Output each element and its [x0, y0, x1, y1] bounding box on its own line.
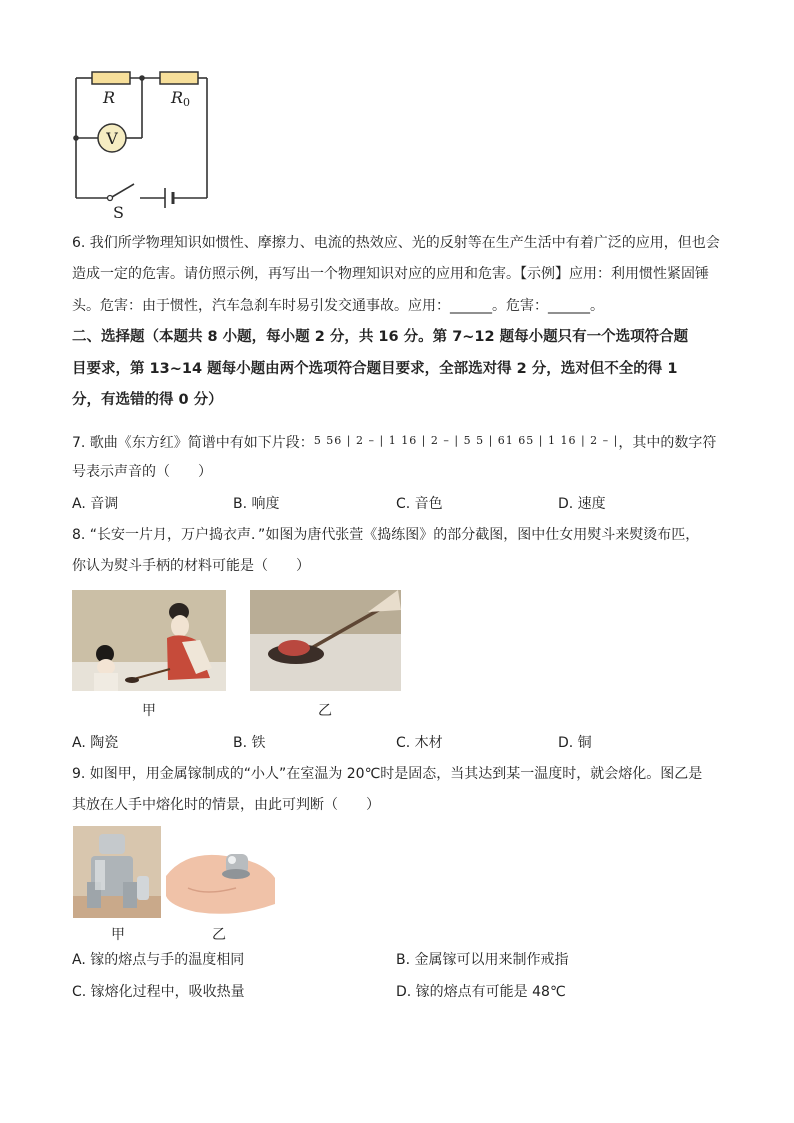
q9-option-d[interactable]: D. 镓的熔点有可能是 48℃ — [396, 984, 566, 1000]
q8-option-b[interactable]: B. 铁 — [233, 735, 266, 751]
section2-line-1: 二、选择题（本题共 8 小题，每小题 2 分，共 16 分。第 7~12 题每小题只有一个选项符合题 — [72, 329, 689, 345]
resistor-r — [92, 72, 130, 84]
q7-line-2: 号表示声音的（ ） — [72, 464, 212, 480]
junction-dot — [139, 75, 145, 81]
junction-dot — [73, 135, 79, 141]
q7-suffix: ，其中的数字符 — [618, 435, 717, 451]
resistor-r-label: R — [103, 88, 116, 107]
q7-line-1 — [72, 431, 716, 453]
gallium-figure-image-jia — [73, 826, 161, 918]
q7-option-c[interactable]: C. 音色 — [396, 496, 443, 512]
switch-contact — [108, 196, 113, 201]
q8-option-d[interactable]: D. 铜 — [558, 735, 592, 751]
resistor-r0 — [160, 72, 198, 84]
q8-caption-jia: 甲 — [142, 703, 156, 719]
q8-option-c[interactable]: C. 木材 — [396, 735, 443, 751]
voltmeter-label: V — [106, 129, 118, 148]
q9-option-c[interactable]: C. 镓熔化过程中，吸收热量 — [72, 984, 245, 1000]
section2-line-3: 分，有选错的得 0 分） — [72, 392, 223, 408]
section2-line-2: 目要求，第 13~14 题每小题由两个选项符合题目要求，全部选对得 2 分，选对但不全的得 1 — [72, 361, 678, 377]
circuit-diagram — [62, 62, 222, 222]
q8-line-2: 你认为熨斗手柄的材料可能是（ ） — [72, 558, 310, 574]
q9-option-b[interactable]: B. 金属镓可以用来制作戒指 — [396, 952, 569, 968]
q9-line-2: 其放在人手中熔化时的情景，由此可判断（ ） — [72, 797, 380, 813]
q6-line-2: 造成一定的危害。请仿照示例，再写出一个物理知识对应的应用和危害。【示例】应用：利用惯性紧固锤 — [72, 266, 709, 282]
resistor-r0-label: R0 — [171, 88, 191, 109]
q8-line-1: 8. “长安一片月，万户捣衣声．”如图为唐代张萱《捣练图》的部分截图，图中仕女用熨斗来熨烫布匹， — [72, 527, 700, 543]
q9-option-a[interactable]: A. 镓的熔点与手的温度相同 — [72, 952, 245, 968]
q9-line-1: 9. 如图甲，用金属镓制成的“小人”在室温为 20℃时是固态，当其达到某一温度时，就会熔化。图乙是 — [72, 766, 703, 782]
q6-line-1: 6. 我们所学物理知识如惯性、摩擦力、电流的热效应、光的反射等在生产生活中有着广泛的应用，但也会 — [72, 235, 720, 251]
q8-caption-yi: 乙 — [318, 703, 332, 719]
music-notation: 5 56 | 2 – | 1 16 | 2 – | 5 5 | 61 65 | 1 16 | 2 – | — [313, 434, 619, 447]
q7-option-d[interactable]: D. 速度 — [558, 496, 606, 512]
gallium-melting-in-hand-image-yi — [166, 826, 275, 918]
painting-image-jia — [72, 590, 226, 691]
q8-option-a[interactable]: A. 陶瓷 — [72, 735, 119, 751]
q9-caption-jia: 甲 — [111, 927, 125, 943]
q7-prefix: 7. 歌曲《东方红》简谱中有如下片段： — [72, 435, 314, 451]
switch-label: S — [113, 203, 124, 222]
painting-image-yi — [250, 590, 401, 691]
q9-caption-yi: 乙 — [212, 927, 226, 943]
q7-option-b[interactable]: B. 响度 — [233, 496, 280, 512]
q7-option-a[interactable]: A. 音调 — [72, 496, 119, 512]
q6-line-3: 头。危害：由于惯性，汽车急刹车时易引发交通事故。应用：______。危害：______。 — [72, 298, 604, 314]
